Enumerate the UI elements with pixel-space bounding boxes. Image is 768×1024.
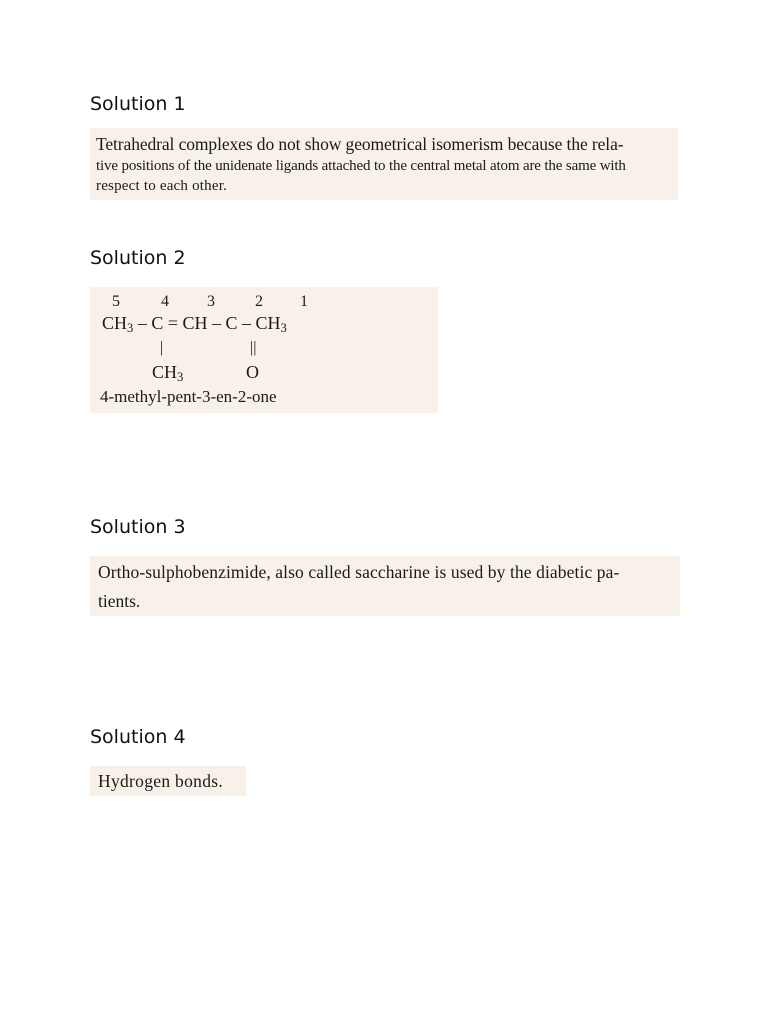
structural-formula: $CH_3$ – C = CH – C – $CH_3$ [102,313,287,336]
solution-3-heading: Solution 3 [90,516,186,538]
solution-3-line-1: Ortho-sulphobenzimide, also called saccharine is used by the diabetic pa- [98,562,620,582]
iupac-name: 4-methyl-pent-3-en-2-one [100,387,277,406]
carbon-number-3: 3 [207,293,215,310]
double-bond-line: || [250,339,257,356]
carbon-number-4: 4 [161,293,169,310]
solution-2-heading: Solution 2 [90,247,186,269]
solution-1-line-1: Tetrahedral complexes do not show geometrical isomerism because the rela- [96,134,624,154]
solution-1-heading: Solution 1 [90,93,186,115]
carbon-number-2: 2 [255,293,263,310]
solution-4-heading: Solution 4 [90,726,186,748]
solution-1-line-2: tive positions of the unidenate ligands attached to the central metal atom are the same with [96,158,626,174]
solution-2-structure-image [90,287,438,413]
oxygen-atom: O [246,362,259,382]
solution-4-line-1: Hydrogen bonds. [98,771,224,791]
solution-4-answer-image [90,766,246,796]
solution-3-answer-image [90,556,680,616]
methyl-substituent: $CH_3$ [152,362,184,385]
single-bond-line: | [160,339,164,356]
solution-1-line-3: respect to each other. [96,178,228,194]
carbon-number-1: 1 [300,293,308,310]
solution-3-line-2: tients. [98,591,141,611]
solution-1-answer-image [90,128,678,200]
carbon-number-5: 5 [112,293,120,310]
